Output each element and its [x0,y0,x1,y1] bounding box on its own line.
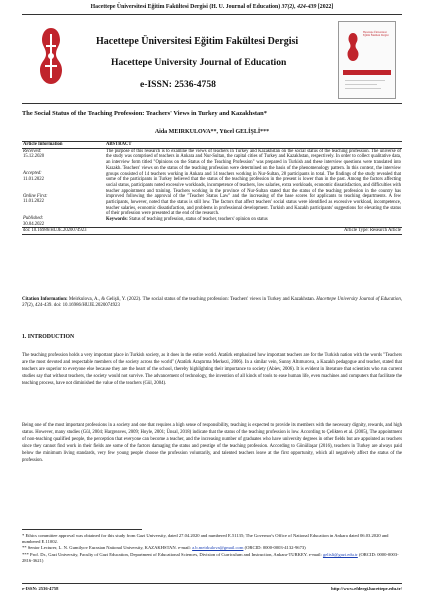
article-type: Article Type: Research Article [105,228,402,235]
footer-issn: e-ISSN: 2536-4758 [22,586,59,591]
hacettepe-logo-icon [36,26,66,86]
article-authors: Aida MEIRKULOVA**, Yücel GELİŞLİ*** [154,129,270,135]
citation-text: Meirkulova, A., & Gelişli, Y. (2022). The social status of the teaching profession: Teachers' views in Turkey and Kazakhstan. [67,297,317,302]
body-paragraph: The teaching profession holds a very important place in Turkish society, as it does in the entire world. Atatürk emphasized how important teachers are for the Turkish nation with the words "Teachers are the most devoted and respectable members of the society across the world" (Atatürk Araştırma Merkezi, 2006). In a similar vein, Sunny Altımurova, a Kazakh pedagogue and teacher, stated that teachers are superior to everyone else because they are the heart of the school, thereby highlighting their importance to society (Abiev, 2006). It is evident in literature that scientists who run current studies say that without teachers, the society would not survive. The advancement of technology, the invention of all kinds of tools to ease human life, even machines and computers that facilitate the teaching process, have not diminished the value of the teachers (Gül, 2004). [22,353,402,386]
published-date: 30.04.2022 [23,221,45,227]
abstract-heading: ABSTRACT [105,142,402,149]
body-paragraph: Being one of the most important professions in a society and one that requires a high sense of responsibility, teaching is expected to provide its members with the necessary dignity, rewards, and high status. However, many studies (Gül, 2004; Hargreaves, 2009; Hoyle, 2001; Ünsal, 2018) indicate that the status of the teaching profession is low. According to Çelikten et al. (2005), The appointment of non-teaching qualified people, the perception that everyone can become a teacher, and the increasing number of graduates who have university degrees in other fields but are appointed as teachers since they cannot find work in their fields are some of the factors damaging the status and prestige of the teaching profession. According to Gönüllaşar (2016), teachers in Turkey are always paid below the minimum living standards, very few young people choose the profession voluntarily, and talented teachers leave at the first opportunity, which all negatively affect the status of the profession. [22,423,402,463]
footnote-author-2-orcid: (ORCID: 0000-0003-2816-3621) [22,551,399,563]
journal-cover-image [338,21,396,99]
citation-journal: Hacettepe University Journal of Education, 37 [22,297,402,309]
accepted-label: Accepted: [23,171,42,177]
journal-title-tr: Hacettepe Üniversitesi Eğitim Fakültesi Dergisi [96,36,299,47]
journal-title-en: Hacettepe University Journal of Education [111,57,287,68]
cover-band [343,70,391,75]
footer-journal-url[interactable]: http://www.efdergi.hacettepe.edu.tr/ [331,586,402,591]
article-info-table [22,141,402,235]
running-head-issue: 37(2), 424-439 [281,4,317,10]
online-first-label: Online First: [23,193,48,199]
journal-issn: e-ISSN: 2536-4758 [140,79,216,90]
footnote-rule [22,529,142,530]
footnote-author-2-text: *** Prof. Dr., Gazi University, Faculty of Gazi Education, Department of Educational Sciences, Division of Curriculum and Instruction, Ankara-TURKEY. e-mail: [22,551,323,557]
abstract-cell [105,148,402,228]
article-info-header-row [22,142,402,149]
cover-line [345,80,385,81]
article-doi: doi: 10.16986/HUJE.2020074923 [22,228,105,235]
running-head-journal: Hacettepe Üniversitesi Eğitim Fakültesi Dergisi (H. U. Journal of Education) [90,4,282,10]
abstract-text: The purpose of this research is to examine the views of teachers in Turkey and Kazakhstan on the social status of the teaching profession. The universe of the study was comprised of teachers in Ankara and Nur-Sultan, the capital cities of Turkey and Kazakhstan, respectively. In order to collect qualitative data, an interview form titled "Opinions on the Status of the Teaching Profession" was prepared in Turkish and these interview questions were translated into Kazakh. Teachers' views on the status of the teaching profession were determined on the basis of the phenomenology pattern. In this context, the interview groups consisted of 14 teachers working in Ankara and 14 teachers working in Nur-Sultan, 28 participants in total. The findings of the study revealed that some of the participants in Turkey believed that the status of the teaching profession in the present is lower than in the past. Among the factors affecting social status, participants noted excessive workloads, incompetence of teachers, low salaries, extra workloads, economic dissatisfaction, and difficulties with teacher appointment and training. Teachers working in the province of Nur-Sultan stated that the status of the teaching profession in the country has improved following the approval of the "Teacher Status Law" and the increasing of the base scores for applicants to teaching departments. A few participants, however, noted that the status is still low. The factors that affect teachers' social status were identified as excessive workload, incompetence, teacher salaries, economic dissatisfaction, and problems in professional development. Turkish and Kazakh participants' suggestions for elevating the status of their profession were presented at the end of the research. [106,148,401,217]
author-1-email-link[interactable]: a.b.meirkulova@gmail.com [192,545,244,551]
citation-information [22,297,402,309]
cover-line [345,84,377,85]
cover-line [345,88,381,89]
keywords-text: Status of teaching profession, status of teacher, teachers' opinion on status [127,217,268,223]
article-info-heading: Article Information [22,142,105,149]
article-info-body-row [22,148,402,228]
footnote-author-2 [22,552,402,564]
cover-logo-icon [345,32,361,62]
online-first-date: 11.01.2022 [23,199,44,205]
title-rule [22,103,402,104]
running-head [0,4,424,10]
article-doi-row [22,228,402,235]
citation-tail: (2), 424-439. doi: 10.16986/HUJE.2020074923 [26,303,120,309]
keywords [106,217,401,223]
footnote-author-1-orcid: (ORCID: 0000-0003-4132-9673) [243,545,306,551]
footnotes [22,533,402,564]
footnote-ethics: * Ethics committee approval was obtained for this study from Gazi University, dated 27.04.2020 and numbered E.51135; The Governor's Office of National Education in Ankara dated 06.03.2020 and numbered E.11002. [22,533,389,545]
footnote-author-1-text: ** Senior Lecturer, L. N. Gumilyov Eurasian National University, KAZAKHSTAN. e-mail: [22,545,193,551]
article-dates [22,148,105,228]
accepted-date: 11.01.2022 [23,176,44,182]
keywords-label: Keywords: [106,217,128,223]
received-date: 15.12.2020 [23,154,45,160]
article-title: The Social Status of the Teaching Profession: Teachers' Views in Turkey and Kazakhstan* [22,110,267,117]
author-2-email-link[interactable]: gelisli@gazi.edu.tr [322,551,358,557]
header-rule [22,14,402,15]
section-heading-introduction: 1. INTRODUCTION [22,334,75,340]
citation-label: Citation Information: [22,297,68,302]
received-label: Received: [23,148,42,154]
running-head-year: [2022] [316,4,334,10]
published-label: Published: [23,215,44,221]
footer-rule [22,583,402,584]
cover-title: Hacettepe Üniversitesi Eğitim Fakültesi Dergisi [363,31,389,38]
